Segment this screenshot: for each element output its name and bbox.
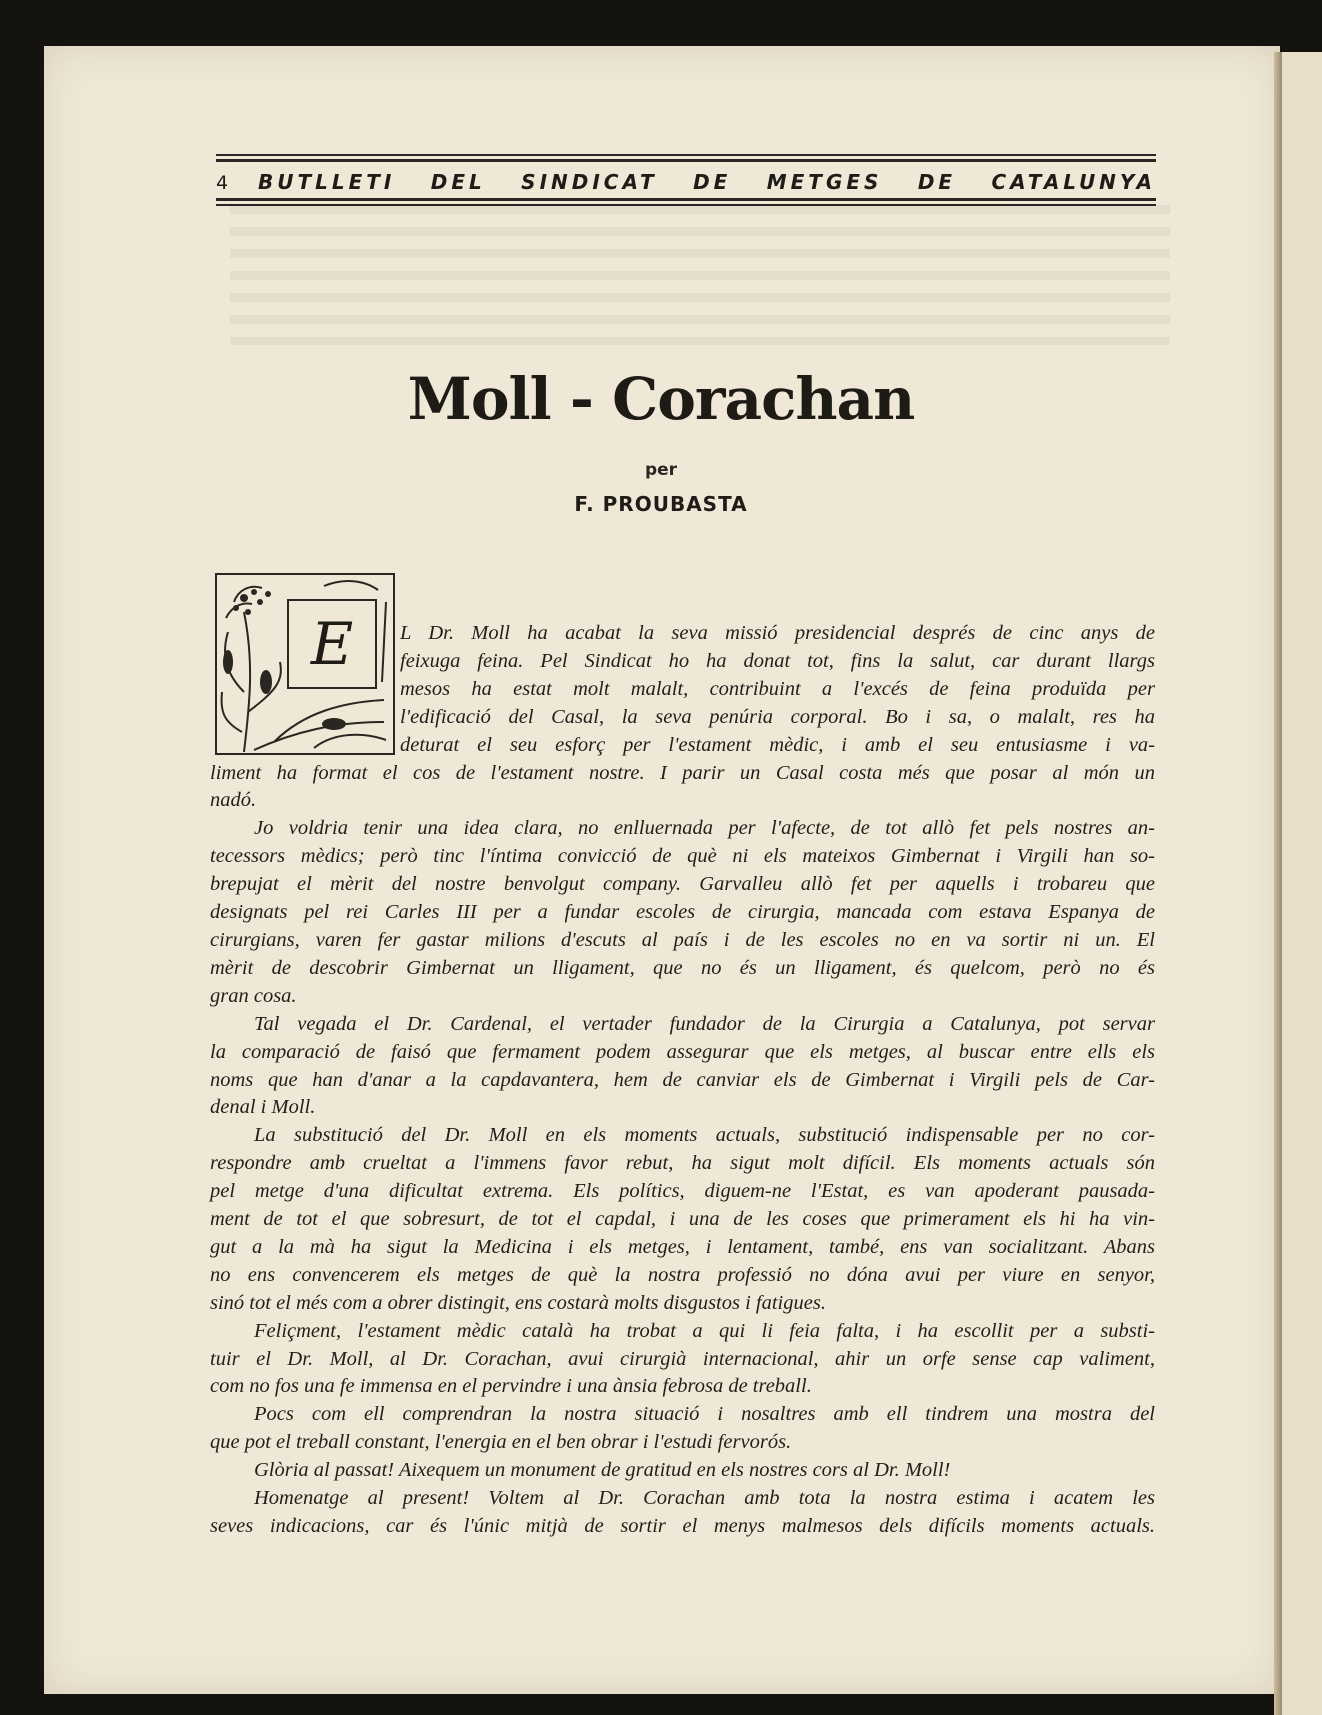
- header-word: METGES: [766, 170, 883, 194]
- text-line: nadó.: [210, 789, 257, 812]
- initial-letter: E: [310, 610, 354, 678]
- text-line: pel metge d'una dificultat extrema. Els polítics, diguem-ne l'Estat, es van apoderant pausada-: [210, 1180, 1155, 1203]
- text-line: L Dr. Moll ha acabat la seva missió presidencial després de cinc anys de: [400, 622, 1155, 644]
- header-word: DE: [917, 170, 957, 194]
- text-line: que pot el treball constant, l'energia en el ben obrar i l'estudi fervorós.: [210, 1431, 792, 1454]
- text-line: no ens convencerem els metges de què la nostra professió no dóna avui per viure en senyor,: [210, 1263, 1155, 1286]
- text-line: gut a la mà ha sigut la Medicina i els metges, i lentament, també, ens van socialitzant. Abans: [210, 1235, 1155, 1258]
- text-line: Tal vegada el Dr. Cardenal, el vertader fundador de la Cirurgia a Catalunya, pot servar: [254, 1012, 1155, 1035]
- text-line: cirurgians, varen fer gastar milions d'escuts al país i de les escoles no en va sortir ni un. El: [210, 928, 1155, 951]
- text-line: Pocs com ell comprendran la nostra situació i nosaltres amb ell tindrem una mostra del: [254, 1403, 1155, 1426]
- page-number: 4: [216, 172, 229, 194]
- text-line: Jo voldria tenir una idea clara, no enlluernada per l'afecte, de tot allò fet pels nostres an-: [254, 817, 1155, 840]
- next-page-edge: [1282, 52, 1322, 1715]
- text-line: sinó tot el més com a obrer distingit, ens costarà molts disgustos i fatigues.: [210, 1291, 826, 1314]
- text-line: noms que han d'anar a la capdavantera, hem de canviar els de Gimbernat i Virgili pels de Car-: [210, 1068, 1155, 1091]
- byline-author: F. PROUBASTA: [574, 492, 748, 516]
- journal-title: [258, 170, 1156, 194]
- byline-per: per: [644, 460, 678, 480]
- text-line: denal i Moll.: [210, 1096, 316, 1119]
- show-through: [230, 205, 1170, 345]
- text-line: Glòria al passat! Aixequem un monument de gratitud en els nostres cors al Dr. Moll!: [254, 1459, 951, 1482]
- header-rule: [216, 204, 1156, 206]
- header-rule: [216, 154, 1156, 156]
- article-body: [210, 620, 1155, 1541]
- running-header: [216, 152, 1156, 206]
- text-line: deturat el seu esforç per l'estament mèdic, i amb el seu entusiasme i va-: [400, 733, 1155, 756]
- text-line: mèrit de descobrir Gimbernat un lligament, que no és un lligament, és quelcom, però no és: [210, 956, 1155, 979]
- text-line: La substitució del Dr. Moll en els moments actuals, substitució indispensable per no cor-: [254, 1124, 1155, 1147]
- header-word: SINDICAT: [521, 170, 658, 194]
- text-line: Homenatge al present! Voltem al Dr. Corachan amb tota la nostra estima i acatem les: [254, 1487, 1155, 1510]
- text-line: l'edificació del Casal, la seva penúria corporal. Bo i sa, o malalt, res ha: [400, 705, 1155, 728]
- text-line: respondre amb crueltat a l'immens favor rebut, ha sigut molt difícil. Els moments actuals són: [210, 1152, 1155, 1175]
- text-line: feixuga feina. Pel Sindicat ho ha donat tot, fins la salut, car durant llargs: [400, 649, 1155, 672]
- text-line: seves indicacions, car és l'únic mitjà de sortir el menys malmesos dels difícils moments actuals.: [210, 1515, 1155, 1537]
- header-rule: [216, 198, 1156, 201]
- text-line: brepujat el mèrit del nostre benvolgut company. Garvalleu allò fet per aquells i trobareu que: [210, 873, 1155, 896]
- text-line: tecessors mèdics; però tinc l'íntima convicció de què ni els mateixos Gimbernat i Virgili han so-: [210, 845, 1155, 868]
- text-line: Feliçment, l'estament mèdic català ha trobat a qui li feia falta, i ha escollit per a substi-: [254, 1319, 1155, 1342]
- text-line: designats pel rei Carles III per a fundar escoles de cirurgia, mancada com estava Espanya de: [210, 901, 1155, 924]
- text-line: tuir el Dr. Moll, al Dr. Corachan, avui cirurgià internacional, ahir un orfe sense cap valiment,: [210, 1347, 1155, 1370]
- article-title: Moll - Corachan: [407, 365, 915, 433]
- text-line: mesos ha estat molt malalt, contribuint a l'excés de feina produïda per: [400, 677, 1155, 700]
- header-word: BUTLLETI: [258, 170, 396, 194]
- header-word: CATALUNYA: [991, 170, 1156, 194]
- text-line: liment ha format el cos de l'estament nostre. I parir un Casal costa més que posar al món un: [210, 761, 1155, 784]
- header-line: [216, 170, 1156, 194]
- text-line: la comparació de faisó que fermament podem assegurar que els metges, al buscar entre ells els: [210, 1040, 1155, 1063]
- text-line: ment de tot el que sobresurt, de tot el capdal, i una de les coses que primerament els hi ha vin-: [210, 1208, 1155, 1231]
- header-word: DE: [693, 170, 732, 194]
- text-line: com no fos una fe immensa en el pervindre i una ànsia febrosa de treball.: [210, 1375, 812, 1398]
- header-word: DEL: [430, 170, 486, 194]
- text-line: gran cosa.: [210, 984, 297, 1007]
- header-rule: [216, 159, 1156, 162]
